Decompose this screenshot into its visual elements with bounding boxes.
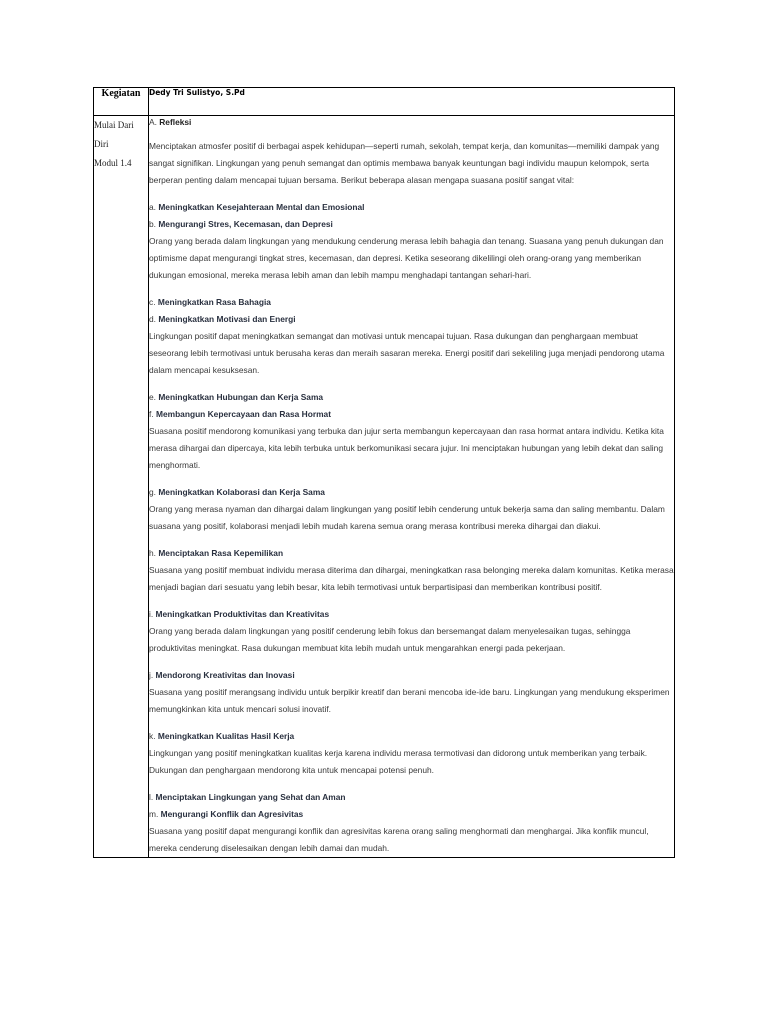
point-body: Suasana yang positif membuat individu merasa diterima dan dihargai, meningkatkan rasa belonging mereka dalam komunitas. Ketika merasa menjadi bagian dari sesuatu yang lebih besar, kita lebih termotivasi untuk berpartisipasi dan memberikan kontribusi positif. bbox=[149, 565, 674, 592]
point-title: Meningkatkan Hubungan dan Kerja Sama bbox=[158, 392, 324, 402]
point-heading bbox=[149, 667, 674, 684]
point-title: Meningkatkan Kesejahteraan Mental dan Emosional bbox=[158, 202, 365, 212]
reflection-point bbox=[149, 545, 674, 596]
point-body: Suasana positif mendorong komunikasi yang terbuka dan jujur serta membangun kepercayaan dan rasa hormat antara individu. Ketika kita merasa dihargai dan dipercaya, kita lebih terbuka untuk berkomunikasi secara jujur. Ini menciptakan hubungan yang lebih dekat dan saling menghormati. bbox=[149, 426, 664, 470]
reflection-point bbox=[149, 294, 674, 379]
activity-name-cell bbox=[94, 116, 149, 858]
reflection-point bbox=[149, 728, 674, 779]
point-heading bbox=[149, 606, 674, 623]
point-letter: l. bbox=[149, 792, 154, 802]
table-body-row bbox=[94, 116, 675, 858]
point-letter: d. bbox=[149, 314, 156, 324]
intro-paragraph: Menciptakan atmosfer positif di berbagai aspek kehidupan—seperti rumah, sekolah, tempat kerja, dan komunitas—memiliki dampak yang sangat signifikan. Lingkungan yang penuh semangat dan optimis membawa banyak keuntungan bagi individu maupun kelompok, serta berperan penting dalam mencapai tujuan bersama. Berikut beberapa alasan mengapa suasana positif sangat vital: bbox=[149, 141, 660, 185]
point-heading bbox=[149, 216, 674, 233]
reflection-point bbox=[149, 389, 674, 474]
point-body: Lingkungan yang positif meningkatkan kualitas kerja karena individu merasa termotivasi dan didorong untuk memberikan yang terbaik. Dukungan dan penghargaan mendorong kita untuk mencapai potensi penuh. bbox=[149, 748, 648, 775]
point-title: Membangun Kepercayaan dan Rasa Hormat bbox=[155, 409, 331, 419]
point-title: Menciptakan Rasa Kepemilikan bbox=[158, 548, 284, 558]
section-title: Refleksi bbox=[159, 117, 192, 127]
header-author: Dedy Tri Sulistyo, S.Pd bbox=[149, 88, 675, 116]
point-heading bbox=[149, 484, 674, 501]
point-body: Orang yang berada dalam lingkungan yang positif cenderung lebih fokus dan bersemangat dalam menyelesaikan tugas, sehingga produktivitas meningkat. Rasa dukungan membuat kita lebih mudah untuk mengarahkan energi pada pekerjaan. bbox=[149, 626, 631, 653]
point-title: Meningkatkan Kualitas Hasil Kerja bbox=[157, 731, 295, 741]
point-body: Orang yang merasa nyaman dan dihargai dalam lingkungan yang positif lebih cenderung untuk bekerja sama dan saling membantu. Dalam suasana yang positif, kolaborasi menjadi lebih mudah karena semua orang merasa kontribusi mereka dihargai dan diakui. bbox=[149, 504, 665, 531]
point-letter: j. bbox=[149, 670, 154, 680]
reflection-point bbox=[149, 606, 674, 657]
point-letter: m. bbox=[149, 809, 159, 819]
activity-line-3: Modul 1.4 bbox=[94, 158, 132, 168]
point-heading bbox=[149, 789, 674, 806]
point-letter: i. bbox=[149, 609, 154, 619]
point-heading bbox=[149, 294, 674, 311]
reflection-content-cell bbox=[149, 116, 675, 858]
point-letter: c. bbox=[149, 297, 156, 307]
point-body: Suasana yang positif dapat mengurangi konflik dan agresivitas karena orang saling menghormati dan menghargai. Jika konflik muncul, mereka cenderung diselesaikan dengan lebih damai dan mudah. bbox=[149, 826, 649, 853]
activity-line-1: Mulai Dari bbox=[94, 120, 134, 130]
point-title: Menciptakan Lingkungan yang Sehat dan Aman bbox=[155, 792, 346, 802]
section-prefix: A. bbox=[149, 117, 157, 127]
point-title: Meningkatkan Motivasi dan Energi bbox=[158, 314, 296, 324]
point-heading bbox=[149, 199, 674, 216]
point-heading bbox=[149, 406, 674, 423]
point-body: Suasana yang positif merangsang individu untuk berpikir kreatif dan berani mencoba ide-ide baru. Lingkungan yang mendukung eksperimen memungkinkan kita untuk mencari solusi inovatif. bbox=[149, 687, 670, 714]
reflection-point bbox=[149, 199, 674, 284]
point-body: Orang yang berada dalam lingkungan yang mendukung cenderung merasa lebih bahagia dan tenang. Suasana yang penuh dukungan dan optimisme dapat mengurangi tingkat stres, kecemasan, dan depresi. Ketika seseorang dikelilingi oleh orang-orang yang memberikan dukungan emosional, mereka merasa lebih aman dan lebih mampu menghadapi tantangan sehari-hari. bbox=[149, 236, 664, 280]
point-heading bbox=[149, 389, 674, 406]
point-letter: b. bbox=[149, 219, 156, 229]
point-letter: h. bbox=[149, 548, 156, 558]
point-heading bbox=[149, 728, 674, 745]
point-letter: g. bbox=[149, 487, 156, 497]
point-title: Meningkatkan Produktivitas dan Kreativitas bbox=[155, 609, 330, 619]
reflection-point bbox=[149, 789, 674, 857]
point-heading bbox=[149, 806, 674, 823]
point-heading bbox=[149, 311, 674, 328]
section-heading bbox=[149, 116, 674, 130]
point-title: Meningkatkan Rasa Bahagia bbox=[157, 297, 271, 307]
table-header-row bbox=[94, 88, 675, 116]
reflection-point bbox=[149, 667, 674, 718]
reflection-points bbox=[149, 199, 674, 857]
point-title: Meningkatkan Kolaborasi dan Kerja Sama bbox=[158, 487, 325, 497]
point-letter: a. bbox=[149, 202, 156, 212]
activity-table bbox=[93, 87, 675, 858]
point-title: Mengurangi Stres, Kecemasan, dan Depresi bbox=[158, 219, 333, 229]
point-body: Lingkungan positif dapat meningkatkan semangat dan motivasi untuk mencapai tujuan. Rasa dukungan dan penghargaan membuat seseorang lebih termotivasi untuk berusaha keras dan meraih sasaran mereka. Energi positif dari sekeliling juga menjadi pendorong utama dalam mencapai kesuksesan. bbox=[149, 331, 665, 375]
point-letter: f. bbox=[149, 409, 154, 419]
reflection-point bbox=[149, 484, 674, 535]
point-title: Mendorong Kreativitas dan Inovasi bbox=[155, 670, 295, 680]
header-kegiatan: Kegiatan bbox=[94, 88, 149, 116]
point-title: Mengurangi Konflik dan Agresivitas bbox=[160, 809, 304, 819]
point-heading bbox=[149, 545, 674, 562]
point-letter: k. bbox=[149, 731, 156, 741]
activity-line-2: Diri bbox=[94, 139, 109, 149]
point-letter: e. bbox=[149, 392, 156, 402]
